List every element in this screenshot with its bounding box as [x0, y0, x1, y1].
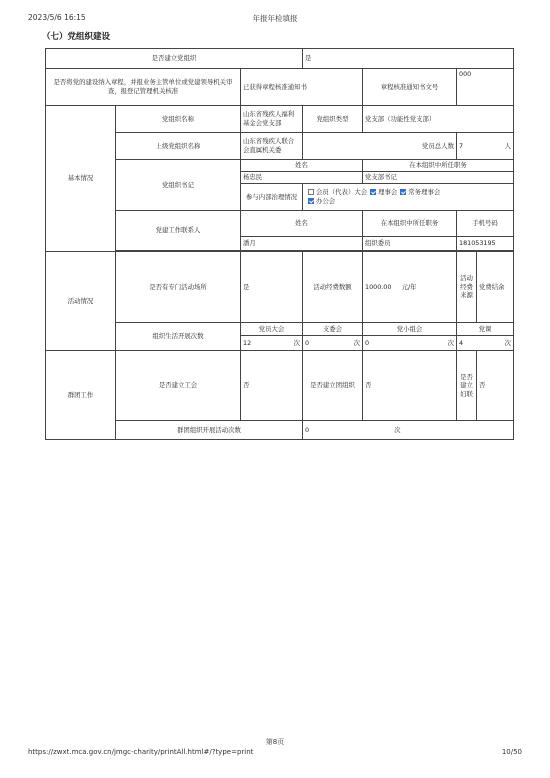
mass-activities-value: 0 — [305, 425, 310, 434]
mass-activities-unit: 次 — [394, 425, 401, 434]
venue-label: 是否有专门活动场所 — [116, 252, 241, 323]
union-label: 是否建立工会 — [116, 351, 241, 421]
basic-info-group: 基本情况 — [46, 106, 116, 252]
venue-value: 是 — [241, 252, 303, 323]
governance-option-assembly[interactable]: 会员（代表）大会 — [305, 188, 367, 196]
section-title: （七）党组织建设 — [42, 32, 111, 42]
governance-option-office-meeting[interactable]: 办公会 — [305, 197, 335, 205]
funds-label: 活动经费数额 — [303, 252, 363, 323]
league-label: 是否建立团组织 — [303, 351, 363, 421]
meeting-type-lecture: 党课 — [457, 323, 514, 336]
liaison-phone-header: 手机号码 — [457, 211, 514, 237]
secretary-label: 党组织书记 — [116, 160, 241, 211]
established-label: 是否建立党组织 — [46, 49, 303, 69]
liaison-name-header: 姓名 — [241, 211, 363, 237]
women-label: 是否建立妇联 — [457, 351, 477, 421]
secretary-position-header: 在本组织中所任职务 — [363, 160, 514, 172]
governance-option-council[interactable]: 理事会 — [367, 188, 397, 196]
checkbox-icon — [308, 189, 314, 195]
governance-options — [303, 184, 514, 211]
charter-doc-label: 章程核准通知书文号 — [363, 69, 457, 106]
liaison-phone: 181053195 — [457, 237, 514, 251]
funds-source-value: 党费结余 — [477, 252, 514, 323]
activity-group: 活动情况 — [46, 252, 116, 351]
members-label: 党员总人数 — [303, 133, 457, 160]
superior-value: 山东省残疾人联合会直属机关委 — [241, 133, 303, 160]
members-unit: 人 — [504, 141, 512, 150]
page-header-title: 年报年检填报 — [252, 14, 298, 23]
league-value: 否 — [363, 351, 457, 421]
union-value: 否 — [241, 351, 303, 421]
secretary-name-header: 姓名 — [241, 160, 363, 172]
members-cell — [457, 133, 514, 160]
charter-label: 是否将党的建设纳入章程，并报业务主管单位或党建领导机关审查，报登记管理机关核准 — [46, 69, 241, 106]
org-name-value: 山东省残疾人福利基金会党支部 — [241, 106, 303, 133]
governance-option-standing-council[interactable]: 常务理事会 — [397, 188, 440, 196]
established-value: 是 — [303, 49, 514, 69]
mass-work-group: 群团工作 — [46, 351, 116, 440]
meeting-type-group: 党小组会 — [363, 323, 457, 336]
meeting-count-group: 0 次 — [363, 336, 457, 351]
meeting-count-congress: 12 次 — [241, 336, 303, 351]
secretary-name: 杨忠民 — [241, 172, 363, 184]
print-datetime: 2023/5/6 16:15 — [28, 13, 86, 22]
superior-label: 上级党组织名称 — [116, 133, 241, 160]
org-type-value: 党支部（功能性党支部） — [363, 106, 514, 133]
members-value: 7 — [459, 141, 464, 150]
liaison-name: 潘月 — [241, 237, 363, 251]
funds-cell — [363, 252, 457, 323]
mass-activities-label: 群团组织开展活动次数 — [116, 421, 303, 440]
checked-checkbox-icon — [308, 198, 314, 204]
meetings-label: 组织生活开展次数 — [116, 323, 241, 351]
page-number: 第8页 — [265, 738, 285, 746]
meeting-type-congress: 党员大会 — [241, 323, 303, 336]
charter-doc-value: 000 — [457, 69, 514, 106]
footer-url: https://zwxt.mca.gov.cn/jmgc-charity/printAll.html#/?type=print — [28, 748, 254, 756]
secretary-position: 党支部书记 — [363, 172, 514, 184]
checked-checkbox-icon — [400, 189, 406, 195]
charter-value: 已获得章程核准通知书 — [241, 69, 363, 106]
liaison-label: 党建工作联系人 — [116, 211, 241, 251]
meeting-count-committee: 0 次 — [303, 336, 363, 351]
funds-unit: 元/年 — [401, 282, 417, 291]
party-organization-table — [45, 48, 514, 440]
mass-activities-cell — [303, 421, 514, 440]
meeting-count-lecture: 4 次 — [457, 336, 514, 351]
women-value: 否 — [477, 351, 514, 421]
liaison-position-header: 在本组织中所任职务 — [363, 211, 457, 237]
governance-label: 参与内部治理情况 — [241, 184, 303, 211]
page-indicator: 10/50 — [501, 748, 522, 756]
org-type-label: 党组织类型 — [303, 106, 363, 133]
meeting-type-committee: 支委会 — [303, 323, 363, 336]
checked-checkbox-icon — [370, 189, 376, 195]
funds-value: 1000.00 — [365, 282, 392, 291]
funds-source-label: 活动经费来源 — [457, 252, 477, 323]
org-name-label: 党组织名称 — [116, 106, 241, 133]
liaison-position: 组织委员 — [363, 237, 457, 251]
